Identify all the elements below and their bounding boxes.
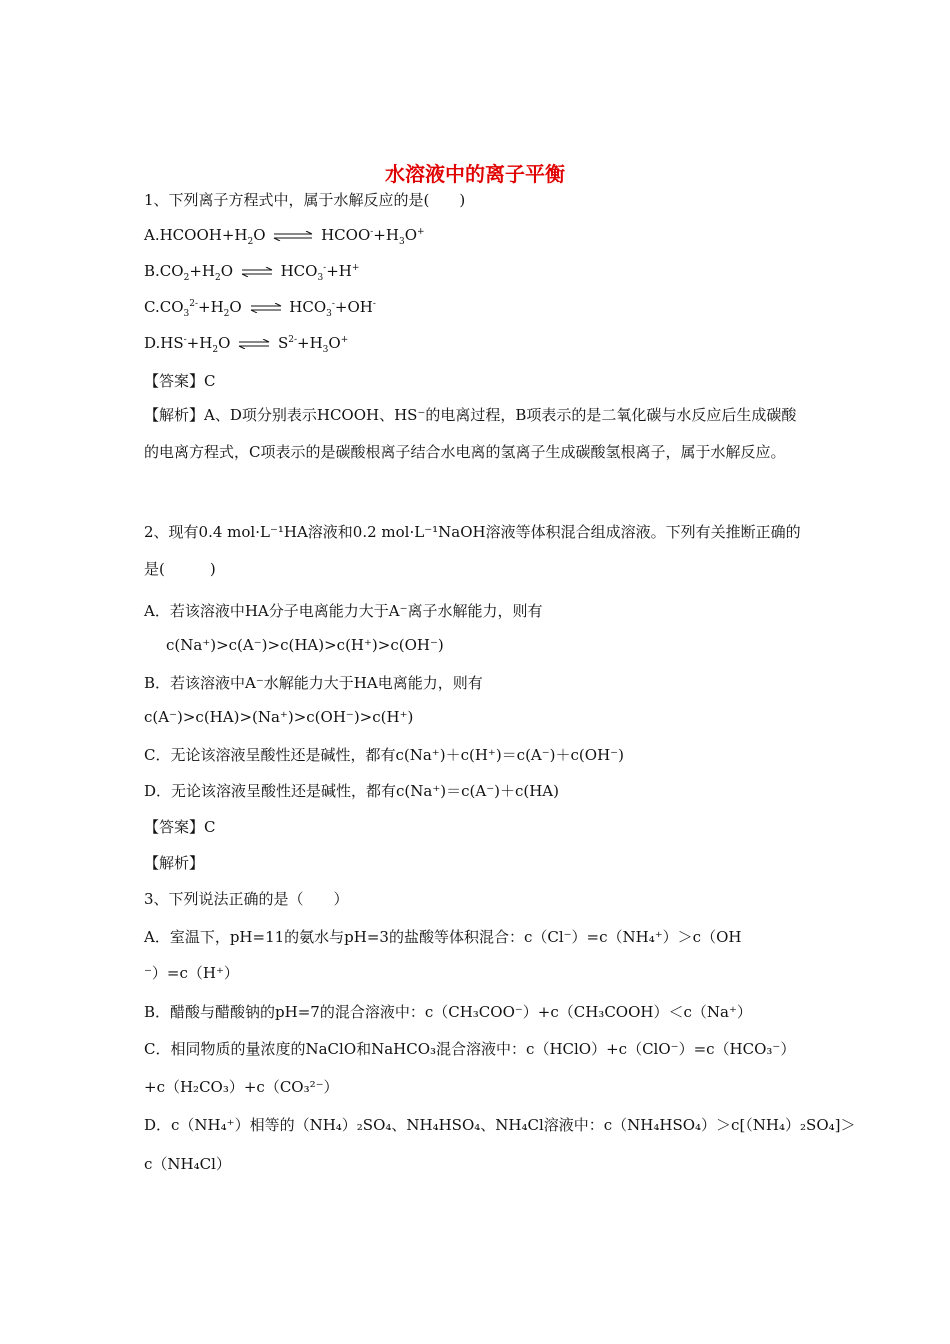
q3-option-d-cont: c（NH₄Cl） [144, 1155, 231, 1173]
q3-option-c-cont: +c（H₂CO₃）+c（CO₃²⁻） [144, 1078, 339, 1096]
q2-analysis: 【解析】 [144, 854, 205, 872]
q3-option-b: B．醋酸与醋酸钠的pH=7的混合溶液中：c（CH₃COO⁻）+c（CH₃COOH）＜c（Na⁺） [144, 1003, 752, 1021]
equilibrium-arrow-icon [240, 267, 274, 277]
q2-stem: 2、现有0.4 mol·L⁻¹HA溶液和0.2 mol·L⁻¹NaOH溶液等体积混合组成溶液。下列有关推断正确的是( ) [144, 523, 801, 578]
equilibrium-arrow-icon [272, 231, 314, 241]
page-title: 水溶液中的离子平衡 [385, 162, 565, 186]
q2-option-a: A．若该溶液中HA分子电离能力大于A⁻离子水解能力，则有 [144, 602, 543, 620]
q1-stem: 1、下列离子方程式中，属于水解反应的是( ) [144, 191, 466, 209]
q2-option-b-formula: c(A⁻)>c(HA)>(Na⁺)>c(OH⁻)>c(H⁺) [144, 708, 414, 726]
q1-option-d: $D.HS^-+H_2O$ $S^{2-}+H_3O^+$ [144, 334, 349, 355]
q3-option-c: C．相同物质的量浓度的NaClO和NaHCO₃混合溶液中：c（HClO）+c（ClO⁻）=c（HCO₃⁻） [144, 1040, 796, 1058]
q2-option-c: C．无论该溶液呈酸性还是碱性，都有c(Na⁺)＋c(H⁺)＝c(A⁻)＋c(OH⁻) [144, 746, 624, 764]
q1-answer: 【答案】C [144, 372, 216, 390]
q2-option-b: B．若该溶液中A⁻水解能力大于HA电离能力，则有 [144, 674, 483, 692]
q3-option-a: A．室温下，pH=11的氨水与pH=3的盐酸等体积混合：c（Cl⁻）=c（NH₄⁺）＞c（OH [144, 928, 742, 946]
equilibrium-arrow-icon [249, 303, 283, 313]
q1-analysis: 【解析】A、D项分别表示HCOOH、HS⁻的电离过程，B项表示的是二氧化碳与水反应后生成碳酸的电离方程式，C项表示的是碳酸根离子结合水电离的氢离子生成碳酸氢根离子，属于水解反应。 [144, 406, 797, 461]
q3-option-a-cont: ⁻）=c（H⁺） [144, 964, 239, 982]
q2-option-d: D．无论该溶液呈酸性还是碱性，都有c(Na⁺)＝c(A⁻)＋c(HA) [144, 782, 559, 800]
q2-option-a-formula: c(Na⁺)>c(A⁻)>c(HA)>c(H⁺)>c(OH⁻) [166, 636, 444, 654]
q3-option-d: D．c（NH₄⁺）相等的（NH₄）₂SO₄、NH₄HSO₄、NH₄Cl溶液中：c（NH₄HSO₄）＞c[（NH₄）₂SO₄]＞ [144, 1116, 856, 1134]
equilibrium-arrow-icon [237, 339, 271, 349]
q1-option-a: $A.HCOOH+H_2O$ $HCOO^-+H_3O^+$ [144, 226, 425, 247]
q3-stem: 3、下列说法正确的是（ ） [144, 890, 349, 908]
q1-option-c: $C.CO_3^{2-}+H_2O$ $HCO_3^-+OH^-$ [144, 298, 376, 319]
q2-answer: 【答案】C [144, 818, 216, 836]
q1-option-b: $B.CO_2+H_2O$ $HCO_3^-+H^+$ [144, 262, 360, 283]
